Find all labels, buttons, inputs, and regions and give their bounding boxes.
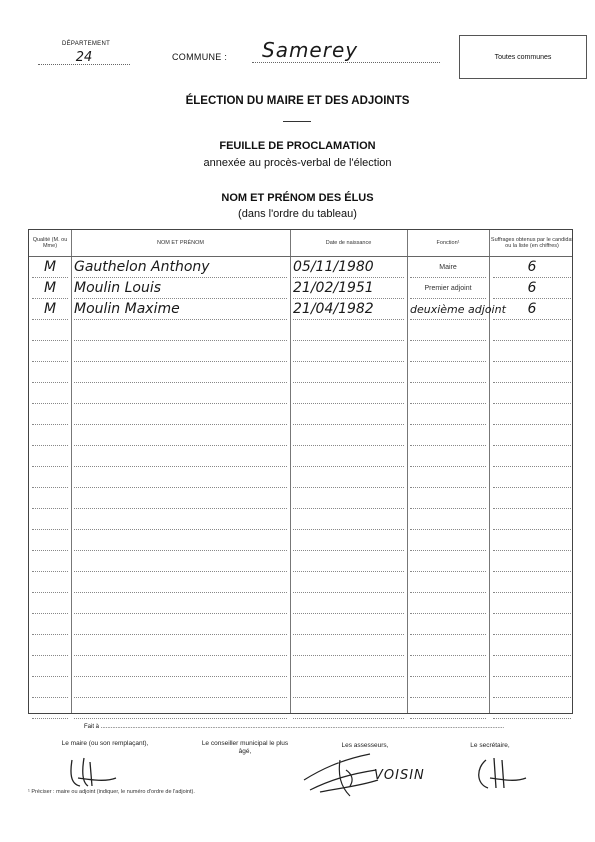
table-cell-nom bbox=[74, 614, 287, 635]
table-cell-qualite bbox=[32, 677, 68, 698]
table-cell-qualite bbox=[32, 257, 68, 278]
table-cell-suffrages bbox=[493, 278, 571, 299]
commune-value: Samerey bbox=[252, 38, 440, 63]
dotted-entry-line bbox=[32, 718, 68, 719]
table-cell-qualite bbox=[32, 299, 68, 320]
secretary-signature-label: Le secrétaire, bbox=[470, 742, 510, 749]
table-cell-date bbox=[293, 341, 404, 362]
table-cell-suffrages bbox=[493, 404, 571, 425]
table-cell-fonction bbox=[410, 509, 486, 530]
cell-value-fonction: Maire bbox=[439, 264, 457, 271]
table-cell-fonction bbox=[410, 404, 486, 425]
table-cell-date bbox=[293, 530, 404, 551]
dotted-entry-line bbox=[493, 718, 571, 719]
cell-value-date: 21/02/1951 bbox=[293, 280, 374, 296]
empty-table-row bbox=[29, 656, 572, 677]
names-title: NOM ET PRÉNOM DES ÉLUS bbox=[221, 192, 374, 204]
table-cell-fonction bbox=[410, 383, 486, 404]
empty-table-row bbox=[29, 488, 572, 509]
table-cell-fonction bbox=[410, 446, 486, 467]
table-cell-date bbox=[293, 572, 404, 593]
title-divider bbox=[283, 121, 311, 122]
order-subtitle: (dans l'ordre du tableau) bbox=[238, 208, 357, 220]
table-cell-suffrages bbox=[493, 299, 571, 320]
table-cell-date bbox=[293, 404, 404, 425]
empty-table-row bbox=[29, 551, 572, 572]
table-cell-fonction bbox=[410, 698, 486, 719]
table-cell-fonction bbox=[410, 257, 486, 278]
column-header-votes: Suffrages obtenus par le candidat ou la liste (en chiffres) bbox=[490, 237, 574, 249]
all-communes-box bbox=[459, 35, 587, 79]
done-at-label: Fait à .................................................................................................................................................................................................................................................. bbox=[84, 724, 505, 730]
empty-table-row bbox=[29, 572, 572, 593]
cell-value-date: 05/11/1980 bbox=[293, 259, 374, 275]
table-cell-qualite bbox=[32, 572, 68, 593]
mayor-signature-label: Le maire (ou son remplaçant), bbox=[61, 740, 149, 747]
table-cell-nom bbox=[74, 488, 287, 509]
table-cell-nom bbox=[74, 467, 287, 488]
empty-table-row bbox=[29, 383, 572, 404]
table-cell-date bbox=[293, 656, 404, 677]
column-header-qualite: Qualité (M. ou Mme) bbox=[32, 237, 68, 249]
table-cell-qualite bbox=[32, 278, 68, 299]
table-cell-fonction bbox=[410, 467, 486, 488]
table-cell-nom bbox=[74, 425, 287, 446]
document-title: ÉLECTION DU MAIRE ET DES ADJOINTS bbox=[185, 95, 410, 107]
cell-value-qualite: M bbox=[43, 301, 57, 317]
empty-table-row bbox=[29, 677, 572, 698]
table-cell-suffrages bbox=[493, 467, 571, 488]
table-cell-fonction bbox=[410, 320, 486, 341]
all-communes-label: Toutes communes bbox=[494, 53, 552, 61]
empty-table-row bbox=[29, 593, 572, 614]
empty-table-row bbox=[29, 509, 572, 530]
cell-value-nom: Gauthelon Anthony bbox=[74, 259, 210, 275]
table-cell-date bbox=[293, 488, 404, 509]
table-cell-fonction bbox=[410, 278, 486, 299]
cell-value-fonction: deuxième adjoint bbox=[410, 303, 506, 316]
councillor-signature-label: Le conseiller municipal le plus âgé, bbox=[201, 740, 289, 755]
empty-table-row bbox=[29, 362, 572, 383]
mayor-signature bbox=[62, 752, 122, 792]
empty-table-row bbox=[29, 446, 572, 467]
table-cell-suffrages bbox=[493, 488, 571, 509]
table-cell-nom bbox=[74, 551, 287, 572]
table-cell-suffrages bbox=[493, 383, 571, 404]
table-cell-fonction bbox=[410, 656, 486, 677]
cell-value-suffrages: 6 bbox=[527, 280, 537, 296]
column-header-name: NOM ET PRÉNOM bbox=[157, 240, 204, 246]
empty-table-row bbox=[29, 341, 572, 362]
table-cell-suffrages bbox=[493, 677, 571, 698]
table-cell-date bbox=[293, 425, 404, 446]
assessors-signature-label: Les assesseurs, bbox=[341, 742, 389, 749]
footnote: ¹ Préciser : maire ou adjoint (indiquer, le numéro d'ordre de l'adjoint). bbox=[28, 789, 195, 795]
table-cell-date bbox=[293, 635, 404, 656]
table-cell-nom bbox=[74, 257, 287, 278]
table-cell-suffrages bbox=[493, 362, 571, 383]
table-cell-nom bbox=[74, 278, 287, 299]
table-header bbox=[29, 230, 572, 257]
empty-table-row bbox=[29, 467, 572, 488]
table-cell-qualite bbox=[32, 614, 68, 635]
table-cell-nom bbox=[74, 593, 287, 614]
table-cell-qualite bbox=[32, 635, 68, 656]
cell-value-fonction: Premier adjoint bbox=[424, 285, 472, 292]
table-cell-fonction bbox=[410, 572, 486, 593]
table-cell-date bbox=[293, 362, 404, 383]
table-cell-suffrages bbox=[493, 572, 571, 593]
table-cell-qualite bbox=[32, 341, 68, 362]
sheet-title: FEUILLE DE PROCLAMATION bbox=[219, 140, 376, 152]
table-cell-fonction bbox=[410, 614, 486, 635]
table-row bbox=[29, 299, 572, 320]
table-cell-qualite bbox=[32, 656, 68, 677]
department-label: DÉPARTEMENT bbox=[62, 41, 111, 47]
table-cell-fonction bbox=[410, 425, 486, 446]
table-cell-fonction bbox=[410, 362, 486, 383]
table-row bbox=[29, 278, 572, 299]
table-cell-suffrages bbox=[493, 593, 571, 614]
table-cell-suffrages bbox=[493, 320, 571, 341]
table-cell-nom bbox=[74, 509, 287, 530]
empty-table-row bbox=[29, 320, 572, 341]
assessor-signature bbox=[300, 750, 380, 800]
table-cell-qualite bbox=[32, 551, 68, 572]
column-header-birthdate: Date de naissance bbox=[325, 240, 372, 246]
dotted-entry-line bbox=[410, 718, 486, 719]
cell-value-nom: Moulin Louis bbox=[74, 280, 162, 296]
table-cell-nom bbox=[74, 530, 287, 551]
column-header-function: Fonction¹ bbox=[436, 240, 460, 246]
empty-table-row bbox=[29, 614, 572, 635]
table-cell-qualite bbox=[32, 488, 68, 509]
table-cell-qualite bbox=[32, 446, 68, 467]
table-cell-qualite bbox=[32, 467, 68, 488]
cell-value-qualite: M bbox=[43, 259, 57, 275]
table-cell-qualite bbox=[32, 425, 68, 446]
table-cell-nom bbox=[74, 656, 287, 677]
table-cell-suffrages bbox=[493, 257, 571, 278]
table-cell-date bbox=[293, 383, 404, 404]
assessor-handwritten-name: VOISIN bbox=[374, 768, 425, 783]
table-cell-nom bbox=[74, 677, 287, 698]
table-cell-suffrages bbox=[493, 614, 571, 635]
empty-table-row bbox=[29, 635, 572, 656]
table-cell-qualite bbox=[32, 530, 68, 551]
sheet-subtitle: annexée au procès-verbal de l'élection bbox=[203, 157, 392, 169]
table-cell-nom bbox=[74, 698, 287, 719]
table-cell-qualite bbox=[32, 509, 68, 530]
table-cell-date bbox=[293, 614, 404, 635]
table-cell-suffrages bbox=[493, 698, 571, 719]
empty-table-row bbox=[29, 425, 572, 446]
table-cell-suffrages bbox=[493, 446, 571, 467]
table-cell-date bbox=[293, 320, 404, 341]
secretary-signature bbox=[470, 754, 530, 794]
empty-table-row bbox=[29, 698, 572, 719]
table-cell-fonction bbox=[410, 530, 486, 551]
table-cell-date bbox=[293, 299, 404, 320]
table-cell-fonction bbox=[410, 677, 486, 698]
table-cell-nom bbox=[74, 320, 287, 341]
table-cell-nom bbox=[74, 404, 287, 425]
table-cell-nom bbox=[74, 635, 287, 656]
table-cell-date bbox=[293, 677, 404, 698]
table-cell-date bbox=[293, 467, 404, 488]
empty-table-row bbox=[29, 404, 572, 425]
dotted-entry-line bbox=[293, 718, 404, 719]
table-cell-fonction bbox=[410, 299, 506, 320]
table-cell-qualite bbox=[32, 383, 68, 404]
table-cell-fonction bbox=[410, 593, 486, 614]
table-cell-nom bbox=[74, 446, 287, 467]
empty-table-row bbox=[29, 530, 572, 551]
table-cell-qualite bbox=[32, 362, 68, 383]
commune-label: COMMUNE : bbox=[172, 52, 228, 62]
elected-table bbox=[28, 229, 573, 714]
table-cell-qualite bbox=[32, 593, 68, 614]
department-value: 24 bbox=[38, 50, 130, 65]
table-cell-date bbox=[293, 278, 404, 299]
table-cell-date bbox=[293, 593, 404, 614]
table-cell-nom bbox=[74, 383, 287, 404]
table-cell-nom bbox=[74, 341, 287, 362]
table-cell-suffrages bbox=[493, 341, 571, 362]
table-cell-date bbox=[293, 257, 404, 278]
table-cell-date bbox=[293, 446, 404, 467]
cell-value-nom: Moulin Maxime bbox=[74, 301, 180, 317]
table-cell-suffrages bbox=[493, 551, 571, 572]
table-row bbox=[29, 257, 572, 278]
table-cell-qualite bbox=[32, 404, 68, 425]
table-cell-suffrages bbox=[493, 530, 571, 551]
table-cell-suffrages bbox=[493, 509, 571, 530]
table-cell-qualite bbox=[32, 698, 68, 719]
table-cell-suffrages bbox=[493, 656, 571, 677]
table-cell-qualite bbox=[32, 320, 68, 341]
table-cell-fonction bbox=[410, 488, 486, 509]
table-cell-fonction bbox=[410, 635, 486, 656]
table-cell-fonction bbox=[410, 341, 486, 362]
done-at-text: Fait à bbox=[84, 724, 100, 730]
cell-value-suffrages: 6 bbox=[527, 301, 537, 317]
table-cell-date bbox=[293, 698, 404, 719]
cell-value-qualite: M bbox=[43, 280, 57, 296]
table-cell-nom bbox=[74, 362, 287, 383]
table-cell-nom bbox=[74, 572, 287, 593]
cell-value-date: 21/04/1982 bbox=[293, 301, 374, 317]
table-cell-date bbox=[293, 509, 404, 530]
table-cell-suffrages bbox=[493, 425, 571, 446]
table-cell-fonction bbox=[410, 551, 486, 572]
table-cell-date bbox=[293, 551, 404, 572]
table-cell-suffrages bbox=[493, 635, 571, 656]
dotted-entry-line bbox=[74, 718, 287, 719]
table-cell-nom bbox=[74, 299, 287, 320]
cell-value-suffrages: 6 bbox=[527, 259, 537, 275]
